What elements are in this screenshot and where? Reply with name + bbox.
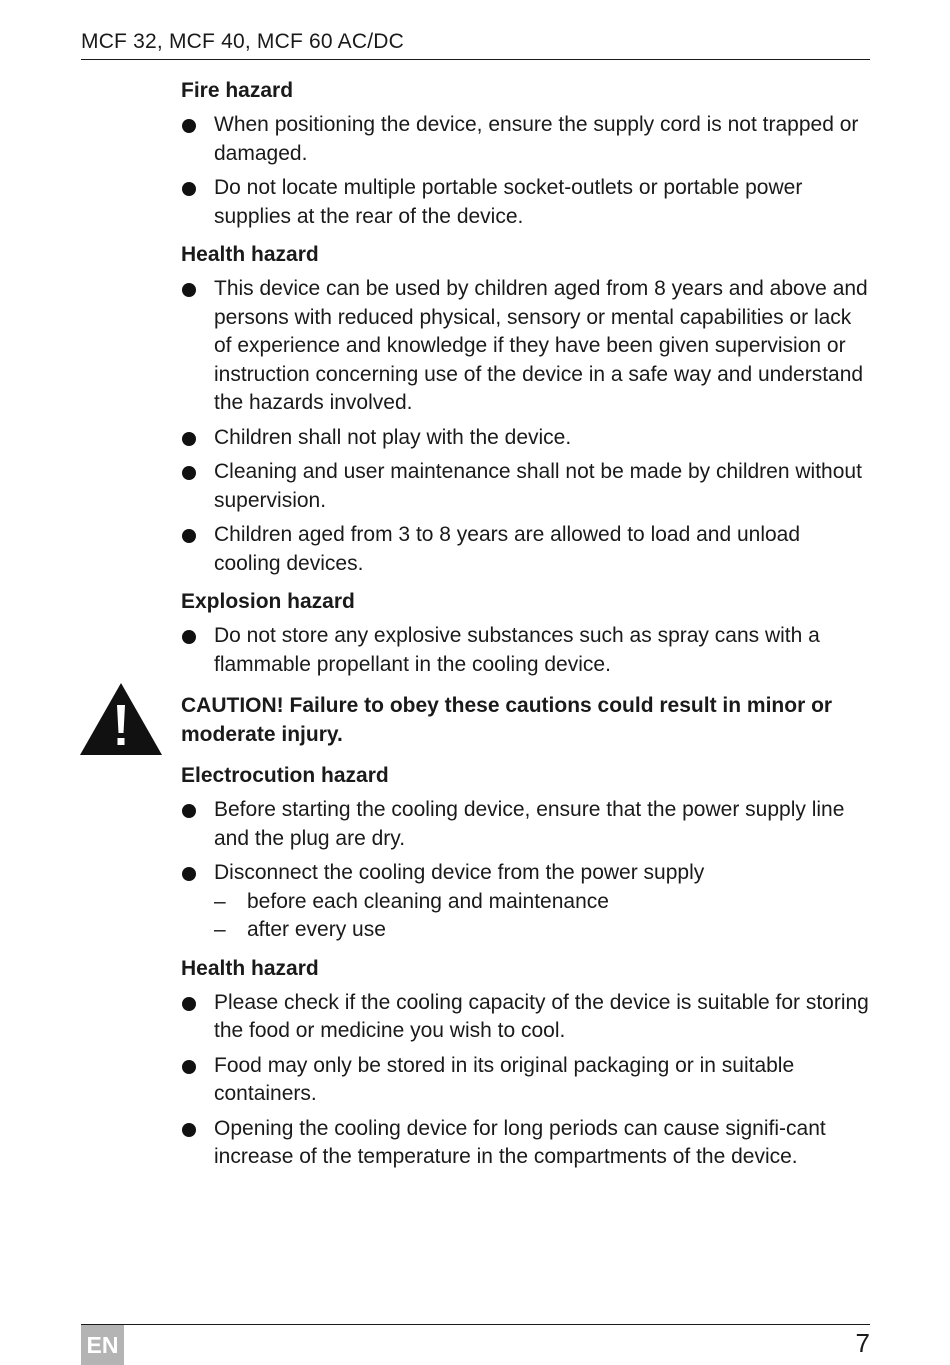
bullet-list [181, 275, 871, 578]
bullet-dot-icon [182, 630, 196, 644]
list-item-text: Food may only be stored in its original packaging or in suitable containers. [214, 1053, 795, 1105]
bullet-dot-icon [182, 804, 196, 818]
bullet-dot-icon [182, 1123, 196, 1137]
bullet-dot-icon [182, 119, 196, 133]
language-badge: EN [81, 1325, 124, 1365]
list-item [181, 859, 871, 945]
explosion-hazard-section [181, 587, 871, 679]
safety-content [181, 76, 871, 1181]
list-item [181, 1052, 871, 1109]
sub-list-item [214, 916, 871, 945]
sub-list-item [214, 888, 871, 917]
dash-marker: – [214, 918, 226, 941]
document-header-title: MCF 32, MCF 40, MCF 60 AC/DC [81, 30, 404, 53]
section-heading: Fire hazard [181, 79, 294, 102]
health-hazard-section-2 [181, 954, 871, 1172]
section-heading: Health hazard [181, 956, 319, 980]
header-divider [81, 59, 870, 60]
list-item-text: Cleaning and user maintenance shall not be made by children without supervision. [214, 460, 862, 512]
footer-divider [81, 1324, 870, 1325]
list-item [181, 174, 871, 231]
bullet-dot-icon [182, 283, 196, 297]
sub-list-item-text: before each cleaning and maintenance [247, 889, 609, 913]
list-item-text: Do not locate multiple portable socket-outlets or portable power supplies at the rear of the device. [214, 176, 803, 228]
bullet-dot-icon [182, 432, 196, 446]
list-item [181, 458, 871, 515]
list-item-text: Children aged from 3 to 8 years are allowed to load and unload cooling devices. [214, 523, 801, 575]
list-item-text: This device can be used by children aged from 8 years and above and persons with reduced physical, sensory or mental capabilities or lack of experience and knowledge if they have been given supervision or instruction concerning use of the device in a safe way and understand the hazards involved. [214, 277, 868, 414]
list-item [181, 424, 871, 453]
page-number: 7 [855, 1328, 870, 1358]
sub-list [214, 888, 871, 945]
list-item-text: Opening the cooling device for long periods can cause signifi-cant increase of the temperature in the compartments of the device. [214, 1116, 826, 1168]
bullet-dot-icon [182, 466, 196, 480]
caution-text: CAUTION! Failure to obey these cautions could result in minor or moderate injury. [181, 694, 833, 746]
bullet-list [181, 989, 871, 1172]
caution-notice [181, 691, 871, 749]
bullet-list [181, 111, 871, 231]
list-item [181, 275, 871, 418]
list-item [181, 111, 871, 168]
list-item-text: Disconnect the cooling device from the power supply [214, 861, 705, 884]
section-heading: Electrocution hazard [181, 764, 389, 787]
fire-hazard-section [181, 76, 871, 231]
list-item-text: Children shall not play with the device. [214, 425, 572, 449]
list-item-text: Before starting the cooling device, ensure that the power supply line and the plug are dry. [214, 798, 845, 850]
bullet-dot-icon [182, 997, 196, 1011]
health-hazard-section [181, 240, 871, 578]
bullet-list [181, 622, 871, 679]
warning-triangle-icon [80, 683, 162, 755]
bullet-dot-icon [182, 1060, 196, 1074]
list-item [181, 521, 871, 578]
list-item-text: When positioning the device, ensure the supply cord is not trapped or damaged. [214, 113, 859, 165]
section-heading: Explosion hazard [181, 590, 355, 613]
section-heading: Health hazard [181, 243, 319, 266]
sub-list-item-text: after every use [247, 918, 386, 941]
bullet-dot-icon [182, 182, 196, 196]
list-item [181, 989, 871, 1046]
list-item-text: Do not store any explosive substances such as spray cans with a flammable propellant in the cooling device. [214, 624, 820, 676]
bullet-dot-icon [182, 867, 196, 881]
bullet-list [181, 796, 871, 945]
dash-marker: – [214, 889, 226, 913]
bullet-dot-icon [182, 529, 196, 543]
list-item [181, 796, 871, 853]
list-item [181, 622, 871, 679]
electrocution-hazard-section [181, 761, 871, 945]
list-item-text: Please check if the cooling capacity of the device is suitable for storing the food or medicine you wish to cool. [214, 990, 869, 1042]
list-item [181, 1115, 871, 1172]
